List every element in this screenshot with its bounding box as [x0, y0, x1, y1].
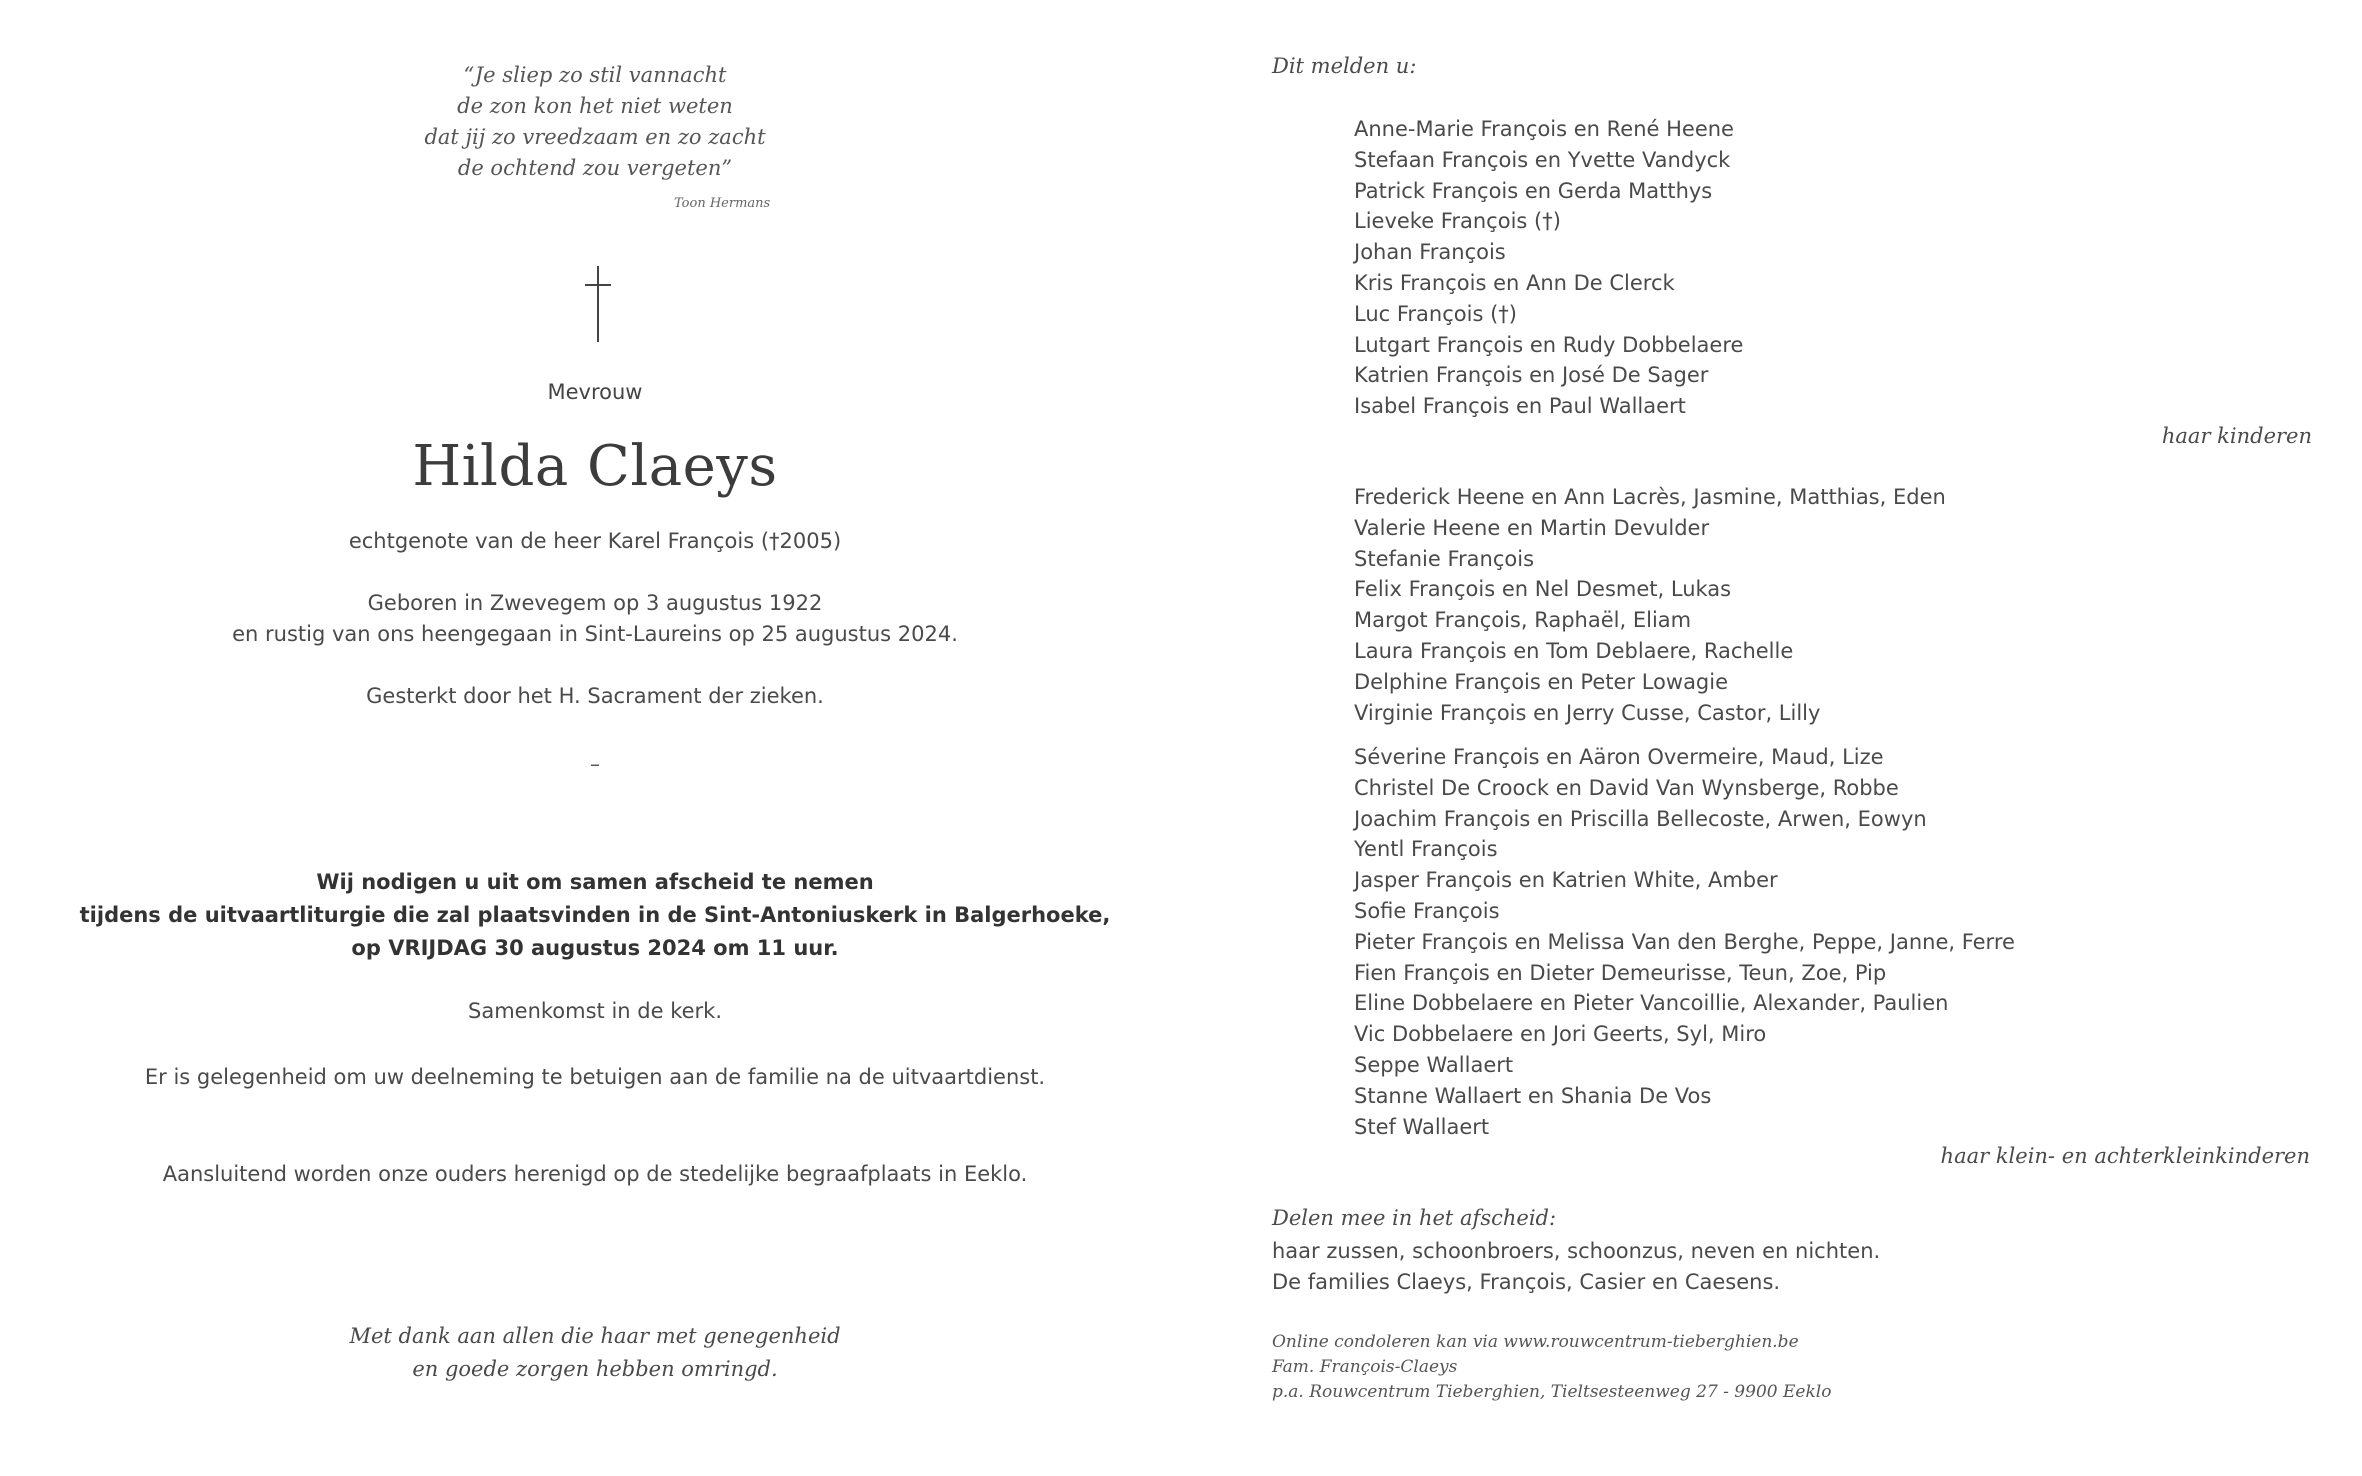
- grandchildren-label: haar klein- en achterkleinkinderen: [1940, 1144, 2310, 1168]
- funeral-invitation: [70, 866, 1120, 965]
- grandchildren-list-a: [1354, 482, 1946, 728]
- sacrament-line: Gesterkt door het H. Sacrament der zieken.: [366, 684, 824, 708]
- list-item: Patrick François en Gerda Matthys: [1354, 178, 1713, 203]
- list-item: Seppe Wallaert: [1354, 1052, 1514, 1077]
- children-list: [1354, 114, 1743, 422]
- deceased-name: Hilda Claeys: [412, 434, 778, 499]
- passed-line: en rustig van ons heengegaan in Sint-Laureins op 25 augustus 2024.: [232, 622, 958, 646]
- list-item: Jasper François en Katrien White, Amber: [1354, 868, 1778, 893]
- share-line: De families Claeys, François, Casier en Caesens.: [1272, 1269, 1781, 1294]
- list-item: Yentl François: [1354, 837, 1498, 862]
- list-item: Frederick Heene en Ann Lacrès, Jasmine, Matthias, Eden: [1354, 485, 1946, 509]
- quote-line: “Je sliep zo stil vannacht: [463, 63, 727, 87]
- list-item: Margot François, Raphaël, Eliam: [1354, 608, 1692, 633]
- family-name: Fam. François-Claeys: [1272, 1357, 1458, 1377]
- list-item: Johan François: [1354, 240, 1506, 265]
- cross-icon: [585, 266, 611, 342]
- invite-line: tijdens de uitvaartliturgie die zal plaatsvinden in de Sint-Antoniuskerk in Balgerhoeke,: [79, 903, 1111, 927]
- list-item: Katrien François en José De Sager: [1354, 363, 1709, 388]
- share-line: haar zussen, schoonbroers, schoonzus, neven en nichten.: [1272, 1239, 1881, 1263]
- list-item: Lieveke François (†): [1354, 209, 1561, 234]
- list-item: Joachim François en Priscilla Bellecoste, Arwen, Eowyn: [1354, 806, 1927, 831]
- list-item: Felix François en Nel Desmet, Lukas: [1354, 577, 1732, 602]
- condolence-website[interactable]: Online condoleren kan via www.rouwcentrum-tieberghien.be: [1272, 1332, 1799, 1352]
- list-item: Laura François en Tom Deblaere, Rachelle: [1354, 638, 1794, 663]
- list-item: Valerie Heene en Martin Devulder: [1354, 515, 1710, 540]
- birth-death-info: [70, 588, 1120, 650]
- contact-footer: [1272, 1330, 1831, 1405]
- gathering-note: Samenkomst in de kerk.: [468, 999, 722, 1023]
- list-item: Kris François en Ann De Clerck: [1354, 270, 1675, 295]
- list-item: Lutgart François en Rudy Dobbelaere: [1354, 332, 1744, 357]
- postal-address: p.a. Rouwcentrum Tieberghien, Tieltsesteenweg 27 - 9900 Eeklo: [1272, 1382, 1832, 1402]
- divider-dash: –: [590, 752, 600, 776]
- poem-quote: [70, 60, 1120, 184]
- list-item: Stef Wallaert: [1354, 1114, 1490, 1139]
- invite-line: op VRIJDAG 30 augustus 2024 om 11 uur.: [351, 936, 839, 960]
- quote-author: Toon Hermans: [674, 196, 771, 211]
- children-label: haar kinderen: [2161, 424, 2312, 448]
- thanks-line: Met dank aan allen die haar met genegenheid: [349, 1324, 841, 1348]
- invite-line: Wij nodigen u uit om samen afscheid te nemen: [316, 870, 874, 894]
- list-item: Vic Dobbelaere en Jori Geerts, Syl, Miro: [1354, 1022, 1767, 1047]
- list-item: Pieter François en Melissa Van den Berghe, Peppe, Janne, Ferre: [1354, 929, 2015, 954]
- quote-line: de ochtend zou vergeten”: [457, 156, 733, 180]
- spouse-line: echtgenote van de heer Karel François (†2005): [348, 529, 842, 553]
- list-item: Isabel François en Paul Wallaert: [1354, 394, 1686, 419]
- list-item: Anne-Marie François en René Heene: [1354, 117, 1734, 141]
- quote-line: de zon kon het niet weten: [457, 94, 733, 118]
- salutation: Mevrouw: [547, 380, 643, 404]
- born-line: Geboren in Zwevegem op 3 augustus 1922: [367, 591, 823, 615]
- list-item: Stefaan François en Yvette Vandyck: [1354, 147, 1731, 172]
- list-item: Fien François en Dieter Demeurisse, Teun, Zoe, Pip: [1354, 960, 1887, 985]
- list-item: Virginie François en Jerry Cusse, Castor, Lilly: [1354, 700, 1821, 725]
- list-item: Christel De Croock en David Van Wynsberge, Robbe: [1354, 775, 1899, 800]
- thanks-line: en goede zorgen hebben omringd.: [412, 1357, 778, 1381]
- share-list: [1272, 1236, 1880, 1298]
- list-item: Eline Dobbelaere en Pieter Vancoillie, Alexander, Paulien: [1354, 991, 1949, 1016]
- thanks-note: [70, 1320, 1120, 1386]
- announcement-intro: Dit melden u:: [1272, 54, 1417, 78]
- list-item: Delphine François en Peter Lowagie: [1354, 669, 1729, 694]
- list-item: Sofie François: [1354, 898, 1500, 923]
- list-item: Stanne Wallaert en Shania De Vos: [1354, 1083, 1712, 1108]
- list-item: Stefanie François: [1354, 546, 1535, 571]
- quote-line: dat jij zo vreedzaam en zo zacht: [424, 125, 766, 149]
- burial-note: Aansluitend worden onze ouders herenigd op de stedelijke begraafplaats in Eeklo.: [162, 1162, 1028, 1186]
- condolence-note: Er is gelegenheid om uw deelneming te betuigen aan de familie na de uitvaartdienst.: [144, 1065, 1046, 1089]
- share-heading: Delen mee in het afscheid:: [1272, 1206, 1557, 1230]
- list-item: Séverine François en Aäron Overmeire, Maud, Lize: [1354, 745, 1884, 769]
- grandchildren-list-b: [1354, 742, 2015, 1142]
- list-item: Luc François (†): [1354, 301, 1517, 326]
